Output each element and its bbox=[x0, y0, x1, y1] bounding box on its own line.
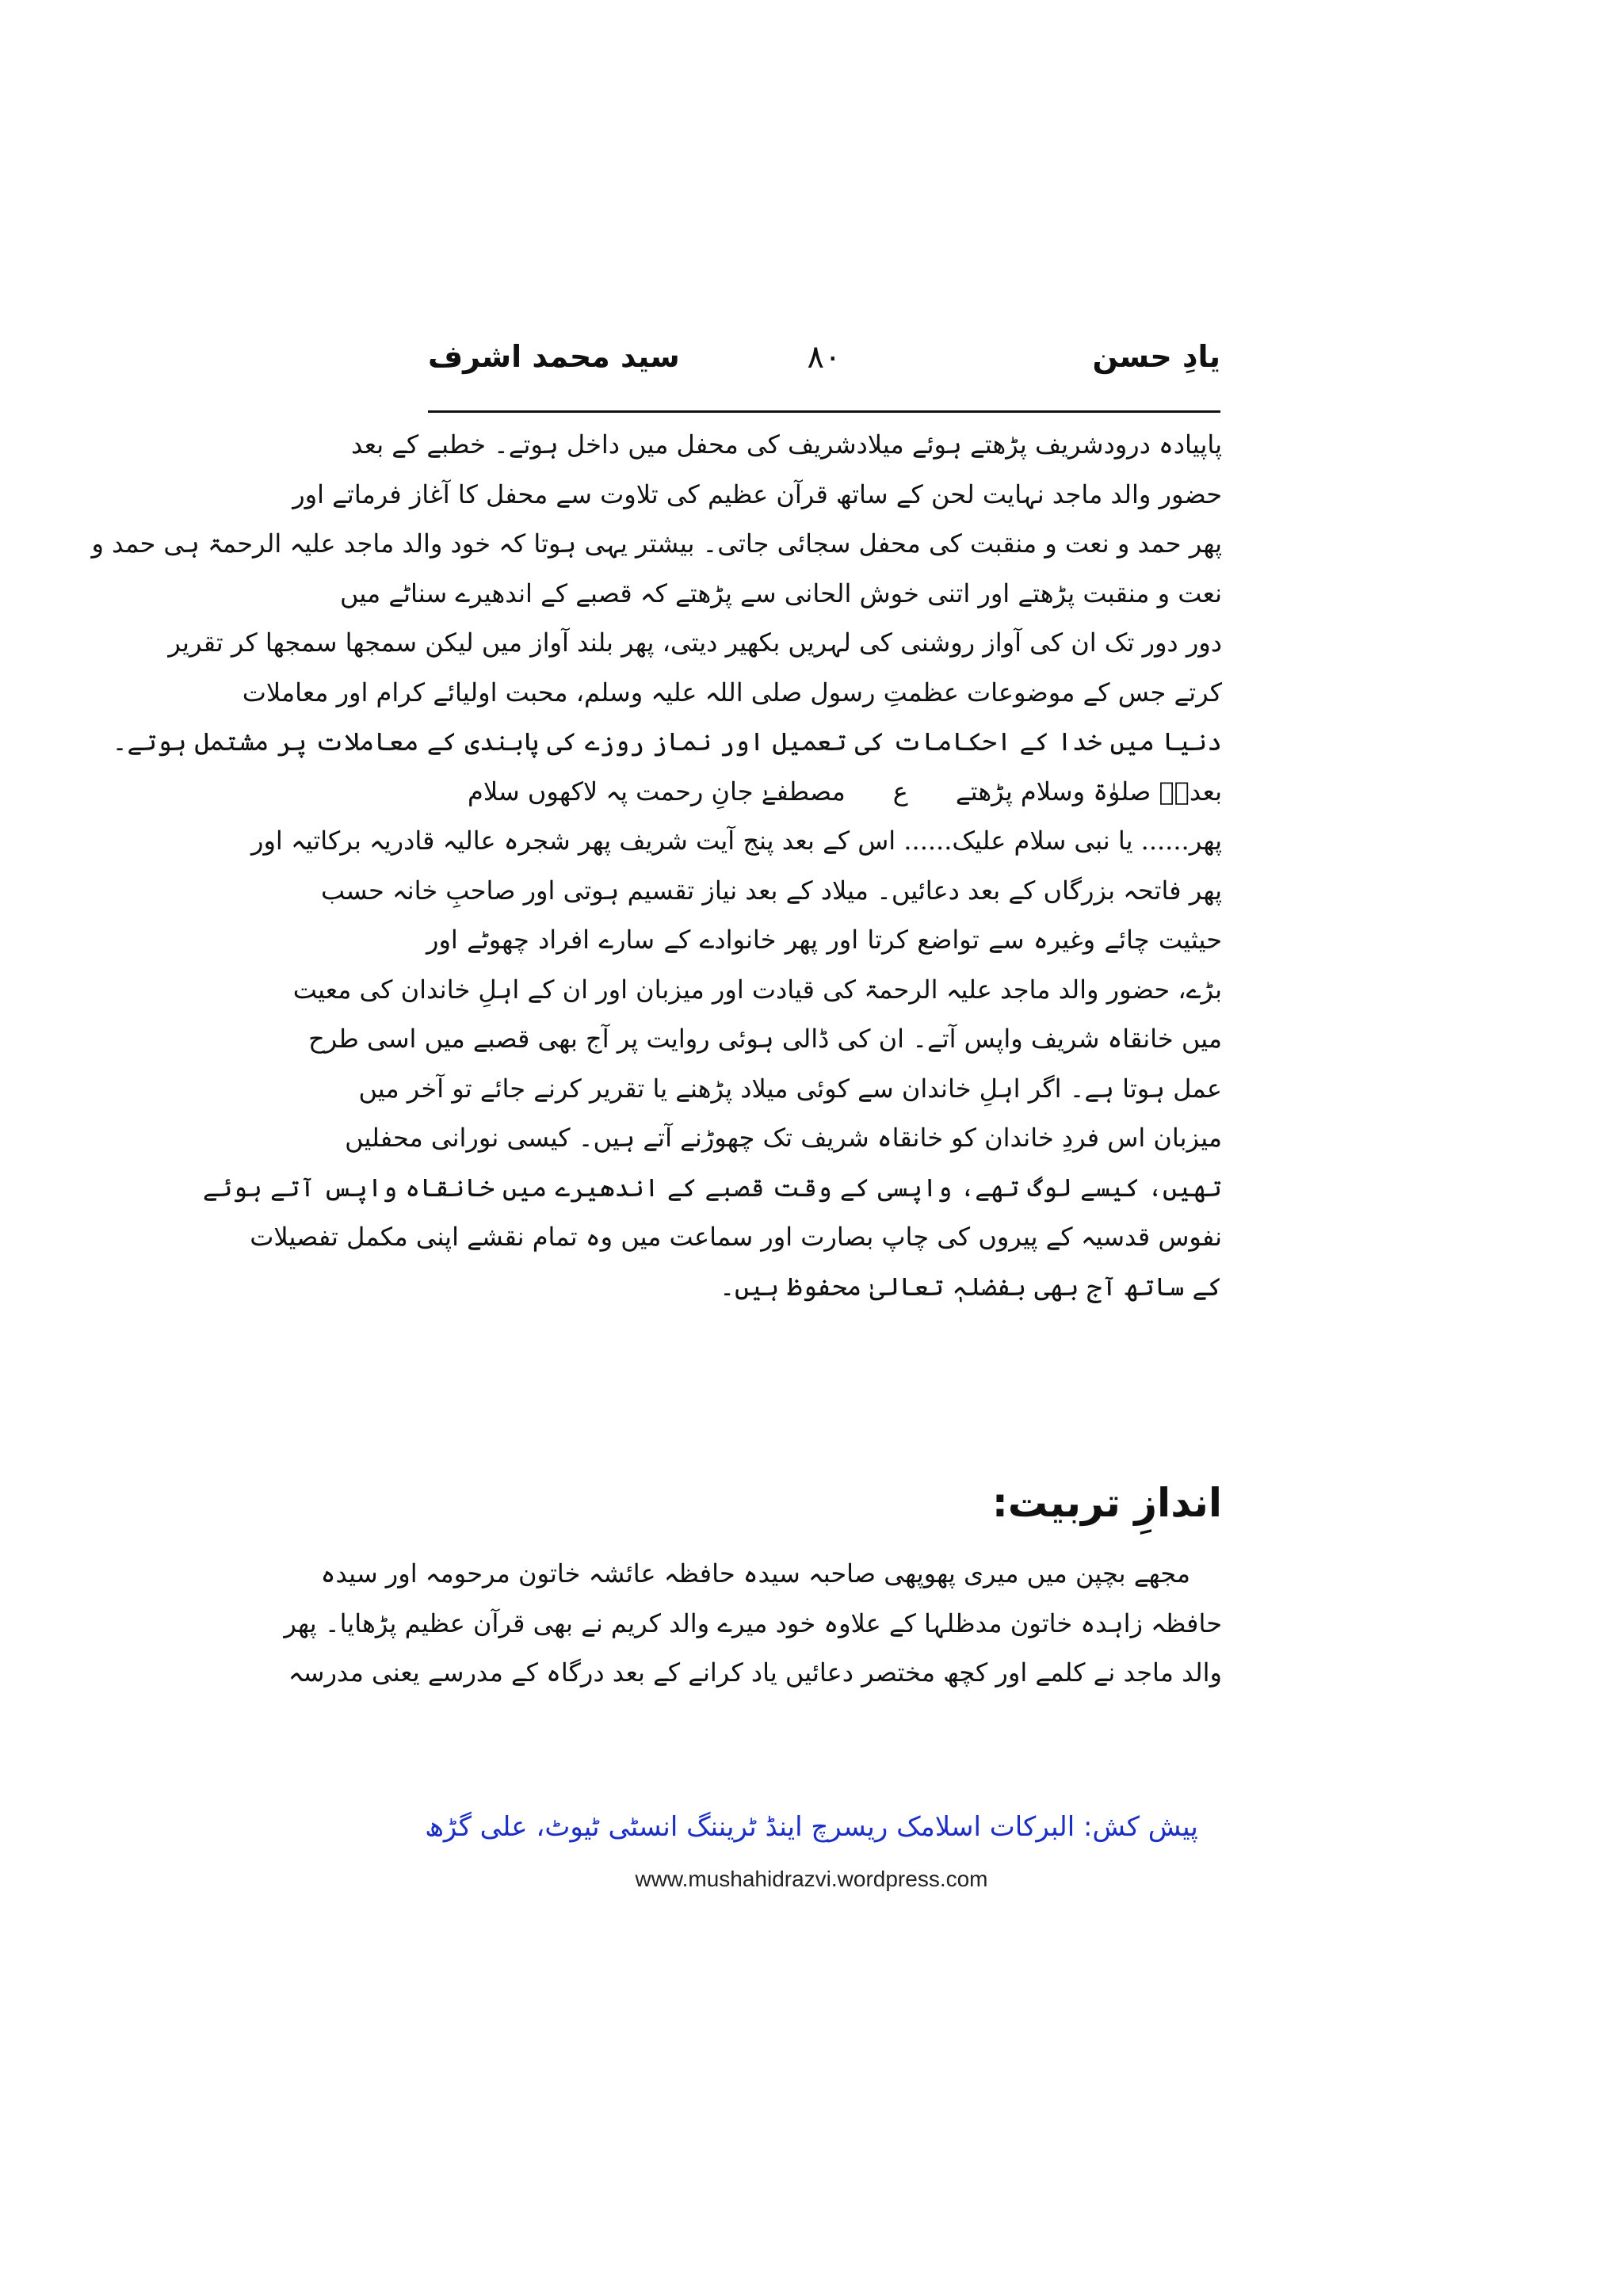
website-url: www.mushahidrazvi.wordpress.com bbox=[635, 1867, 988, 1891]
text-line: پاپیادہ درودشریف پڑھتے ہوئے میلادشریف کی محفل میں داخل ہوتے۔ خطبے کے بعد bbox=[350, 429, 1222, 460]
section-heading: اندازِ تربیت: bbox=[991, 1480, 1222, 1526]
text-line: پھر حمد و نعت و منقبت کی محفل سجائی جاتی۔ بیشتر یہی ہوتا کہ خود والد ماجد علیہ الرحمۃ ہی حمد و bbox=[91, 528, 1222, 559]
text-line: نعت و منقبت پڑھتے اور اتنی خوش الحانی سے پڑھتے کہ قصبے کے اندھیرے سناٹے میں bbox=[339, 578, 1222, 608]
text-line: کرتے جس کے موضوعات عظمتِ رسول صلی اللہ علیہ وسلم، محبت اولیائے کرام اور معاملات bbox=[242, 677, 1222, 707]
text-line: میں خانقاہ شریف واپس آتے۔ ان کی ڈالی ہوئی روایت پر آج بھی قصبے میں اسی طرح bbox=[308, 1024, 1222, 1054]
text-line: پھر فاتحہ بزرگاں کے بعد دعائیں۔ میلاد کے بعد نیاز تقسیم ہوتی اور صاحبِ خانہ حسب bbox=[321, 875, 1222, 906]
text-line: حیثیت چائے وغیرہ سے تواضع کرتا اور پھر خانوادے کے سارے افراد چھوٹے اور bbox=[426, 925, 1222, 955]
verse-line bbox=[426, 767, 1222, 817]
section-text bbox=[284, 1549, 1222, 1698]
text-line: پھر...... یا نبی سلام علیک...... اس کے بعد پنج آیت شریف پھر شجرہ عالیہ قادریہ برکاتیہ اور bbox=[251, 826, 1222, 856]
text-line: نفوس قدسیہ کے پیروں کی چاپ بصارت اور سماعت میں وہ تمام نقشے اپنی مکمل تفصیلات bbox=[250, 1222, 1222, 1252]
text-line: بڑے، حضور والد ماجد علیہ الرحمۃ کی قیادت اور میزبان اور ان کے اہلِ خاندان کی معیت bbox=[292, 974, 1222, 1005]
author-name: سید محمد اشرف bbox=[428, 339, 680, 374]
page-number: ۸۰ bbox=[807, 339, 842, 376]
verse-intro: بعدہٗ صلوٰۃ وسلام پڑھتے bbox=[955, 776, 1222, 807]
text-line: حافظہ زاہدہ خاتون مدظلہا کے علاوہ خود میرے والد کریم نے بھی قرآن عظیم پڑھایا۔ پھر bbox=[284, 1608, 1222, 1638]
header-divider bbox=[428, 410, 1220, 413]
text-line: حضور والد ماجد نہایت لحن کے ساتھ قرآن عظیم کی تلاوت سے محفل کا آغاز فرماتے اور bbox=[292, 479, 1222, 509]
text-line: دنیا میں خدا کے احکامات کی تعمیل اور نماز روزے کی پابندی کے معاملات پر مشتمل ہوتے۔ bbox=[112, 727, 1222, 757]
verse-text: مصطفےٰ جانِ رحمت پہ لاکھوں سلام bbox=[468, 776, 846, 807]
verse-marker: ع bbox=[892, 776, 908, 807]
text-line: دور دور تک ان کی آواز روشنی کی لہریں بکھیر دیتی، پھر بلند آواز میں لیکن سمجھا سمجھا کر تقریر bbox=[168, 627, 1222, 658]
text-line: مجھے بچپن میں میری پھوپھی صاحبہ سیدہ حافظہ عائشہ خاتون مرحومہ اور سیدہ bbox=[320, 1558, 1190, 1589]
text-line: والد ماجد نے کلمے اور کچھ مختصر دعائیں یاد کرانے کے بعد درگاہ کے مدرسے یعنی مدرسہ bbox=[288, 1657, 1222, 1688]
text-line: کے ساتھ آج بھی بفضلہٖ تعالیٰ محفوظ ہیں۔ bbox=[720, 1271, 1222, 1302]
page-header bbox=[428, 339, 1220, 395]
book-title: یادِ حسن bbox=[1092, 339, 1220, 374]
text-line: عمل ہوتا ہے۔ اگر اہلِ خاندان سے کوئی میلاد پڑھنے یا تقریر کرنے جائے تو آخر میں bbox=[358, 1073, 1222, 1104]
text-line: تھیں، کیسے لوگ تھے، واپسی کے وقت قصبے کے اندھیرے میں خانقاہ واپس آتے ہوئے bbox=[202, 1172, 1222, 1203]
text-line: میزبان اس فردِ خاندان کو خانقاہ شریف تک چھوڑنے آتے ہیں۔ کیسی نورانی محفلیں bbox=[345, 1123, 1222, 1153]
publisher-credit: پیش کش: البرکات اسلامک ریسرچ اینڈ ٹریننگ انسٹی ٹیوٹ، علی گڑھ bbox=[425, 1811, 1198, 1843]
main-text bbox=[91, 420, 1222, 1311]
